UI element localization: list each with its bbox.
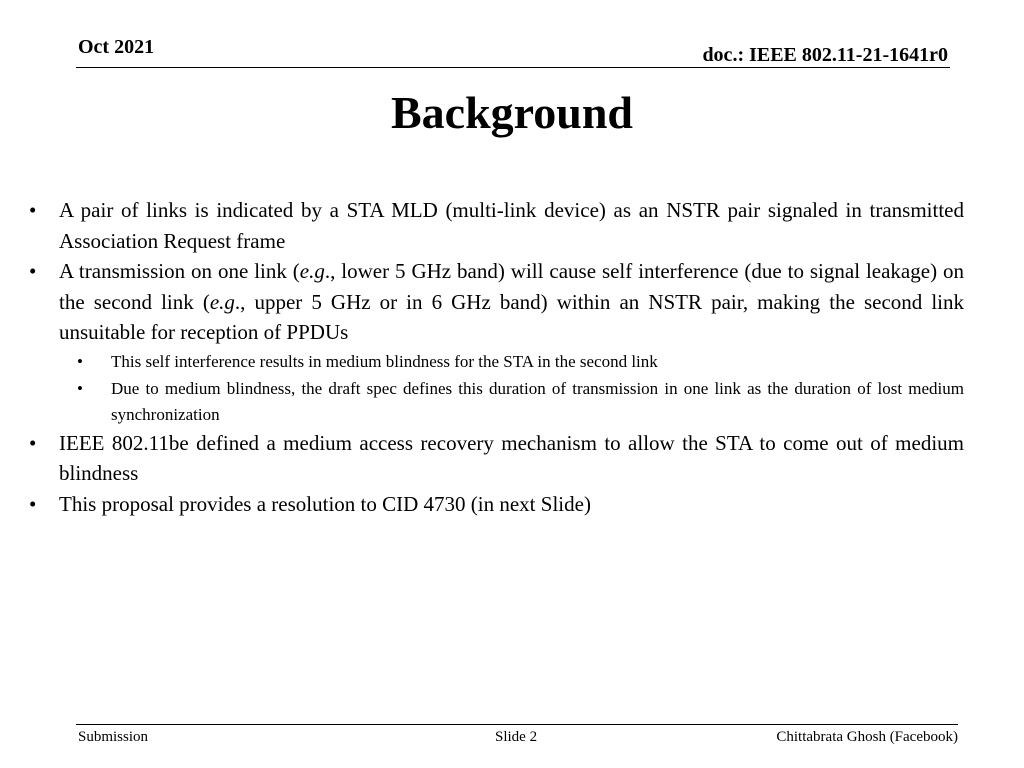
slide-number: Slide 2: [495, 729, 538, 745]
slide-title: Background: [390, 87, 634, 138]
footer-author: Chittabrata Ghosh (Facebook): [776, 729, 958, 745]
header-divider: [76, 67, 950, 68]
document-id: doc.: IEEE 802.11-21-1641r0: [702, 44, 948, 66]
bullet-marker: •: [29, 198, 37, 222]
bullet-marker: •: [29, 491, 37, 516]
sub-bullet-item: [24, 376, 964, 428]
bullet-text: This proposal provides a resolution to CID 4730 (in next Slide): [59, 491, 591, 516]
bullet-item: [24, 428, 964, 489]
sub-bullet-text: This self interference results in medium blindness for the STA in the second link: [111, 351, 658, 371]
sub-bullet-marker: •: [77, 351, 83, 371]
eg-abbreviation: e.g: [299, 259, 325, 283]
eg-abbreviation: e.g: [209, 289, 235, 314]
bullet-item: [24, 256, 964, 348]
sub-bullet-text: Due to medium blindness, the draft spec defines this duration of transmission in one link as the duration of lost medium synchronization: [111, 378, 964, 424]
bullet-text: [59, 259, 964, 344]
footer-divider: [76, 724, 958, 725]
bullet-text-part: A transmission on one link (: [59, 259, 300, 283]
bullet-text: A pair of links is indicated by a STA MLD (multi-link device) as an NSTR pair signaled in transmitted Association Request frame: [59, 198, 964, 253]
bullet-marker: •: [29, 259, 37, 283]
sub-bullet-marker: •: [77, 378, 83, 398]
bullet-text: IEEE 802.11be defined a medium access recovery mechanism to allow the STA to come out of medium blindness: [59, 430, 964, 485]
slide-content: [24, 195, 964, 519]
sub-bullet-item: [24, 349, 964, 375]
bullet-item: [24, 195, 964, 256]
bullet-marker: •: [29, 430, 37, 455]
bullet-text-part: ., lower 5 GHz band) will cause self interference (due to signal leakage) on the second link (: [59, 259, 964, 314]
bullet-text-part: ., upper 5 GHz or in 6 GHz band) within an NSTR pair, making the second link unsuitable for reception of PPDUs: [59, 289, 964, 344]
footer-submission: Submission: [78, 729, 149, 745]
bullet-item: [24, 489, 964, 520]
header-date: Oct 2021: [78, 36, 155, 58]
